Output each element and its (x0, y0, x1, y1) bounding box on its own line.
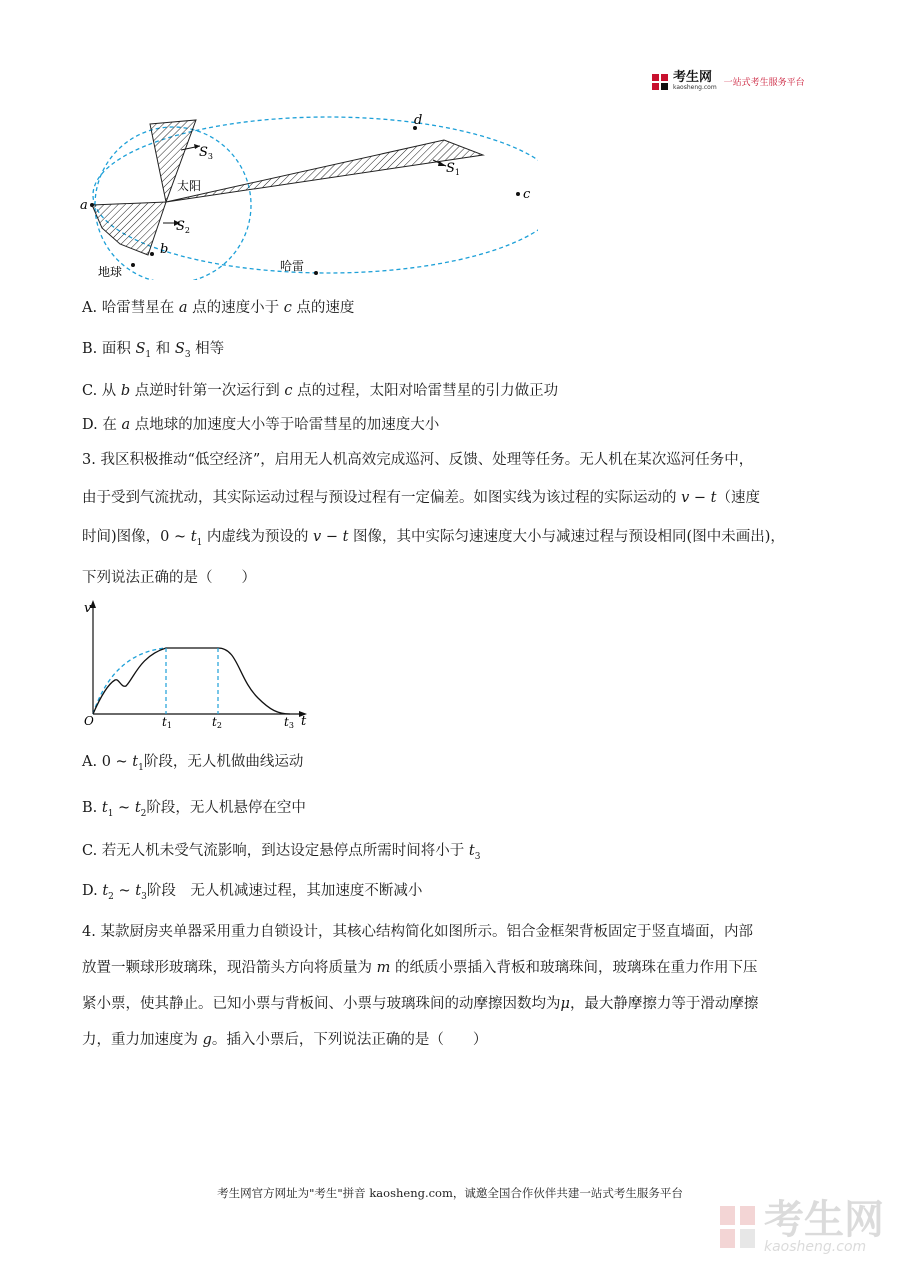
vt-graph (78, 598, 318, 733)
q3-stem-line2: 由于受到气流扰动，其实际运动过程与预设过程有一定偏差。如图实线为该过程的实际运动的 v − t（速度 (82, 490, 760, 506)
label-a: a (80, 198, 88, 213)
q4-stem-line2: 放置一颗球形玻璃珠，现沿箭头方向将质量为 m 的纸质小票插入背板和玻璃珠间，玻璃珠在重力作用下压 (82, 960, 758, 976)
label-t1: t1 (162, 715, 172, 730)
q3-stem-line3: 时间)图像，0 ~ $t_1$ 内虚线为预设的 v − t 图像，其中实际匀速速度大小与减速过程与预设相同(图中未画出)， (82, 529, 785, 548)
footer-text: 考生网官方网址为"考生"拼音 kaosheng.com，诚邀全国合作伙伴共建一站式考生服务平台 (217, 1186, 683, 1200)
label-s1: $S_1$ (446, 161, 460, 177)
label-s3: $S_3$ (199, 145, 213, 161)
watermark-logo-icon (718, 1204, 758, 1250)
header-logo (651, 72, 805, 91)
point-a (90, 203, 94, 207)
watermark (718, 1197, 884, 1255)
q2-option-a: A. 哈雷彗星在 a 点的速度小于 c 点的速度 (82, 300, 355, 316)
watermark-domain: kaosheng.com (764, 1239, 867, 1255)
logo-name: 考生网 (673, 70, 713, 85)
label-t2: t2 (212, 715, 222, 730)
label-sun: 太阳 (177, 179, 202, 193)
label-t: t (301, 714, 307, 729)
kaosheng-logo-icon (651, 73, 669, 91)
area-s2 (92, 202, 169, 257)
q4-stem-line1: 4. 某款厨房夹单器采用重力自锁设计，其核心结构简化如图所示。铝合金框架背板固定于竖直墙面，内部 (82, 924, 753, 940)
point-b (150, 252, 154, 256)
q2-option-b: B. 面积 $S_1$ 和 $S_3$ 相等 (82, 341, 225, 360)
label-t3: t3 (284, 715, 294, 730)
area-s1 (166, 140, 483, 202)
point-halley (314, 271, 318, 275)
q3-option-c: C. 若无人机未受气流影响，到达设定悬停点所需时间将小于 $t_3$ (82, 843, 481, 862)
q3-option-d: D. $t_2$ ~ $t_3$阶段 无人机减速过程，其加速度不断减小 (82, 883, 423, 902)
q4-stem-line4: 力，重力加速度为 g。插入小票后，下列说法正确的是（ ） (82, 1032, 488, 1048)
q3-stem-line4: 下列说法正确的是（ ） (82, 570, 256, 586)
label-d: d (414, 113, 423, 128)
q3-option-a: A. 0 ~ $t_1$阶段，无人机做曲线运动 (82, 754, 304, 773)
logo-domain: kaosheng.com (673, 84, 717, 91)
watermark-name: 考生网 (764, 1197, 884, 1243)
orbit-figure (78, 110, 538, 280)
q2-option-d: D. 在 a 点地球的加速度大小等于哈雷彗星的加速度大小 (82, 417, 440, 433)
q3-stem-line1: 3. 我区积极推动“低空经济”，启用无人机高效完成巡河、反馈、处理等任务。无人机在某次巡河任务中， (82, 452, 754, 468)
label-earth: 地球 (98, 265, 123, 279)
label-v: v (84, 601, 92, 616)
label-b: b (160, 242, 169, 257)
label-origin: O (84, 714, 94, 728)
q3-option-b: B. $t_1$ ~ $t_2$阶段，无人机悬停在空中 (82, 800, 306, 819)
q2-option-c: C. 从 b 点逆时针第一次运行到 c 点的过程，太阳对哈雷彗星的引力做正功 (82, 383, 559, 399)
q4-stem-line3: 紧小票，使其静止。已知小票与背板间、小票与玻璃珠间的动摩擦因数均为μ，最大静摩擦力等于滑动摩擦 (82, 996, 759, 1012)
actual-curve (93, 648, 290, 714)
logo-slogan: 一站式考生服务平台 (723, 78, 805, 88)
label-c: c (523, 187, 531, 202)
label-halley: 哈雷 (280, 259, 305, 273)
label-s2: $S_2$ (176, 219, 190, 235)
point-c (516, 192, 520, 196)
point-earth (131, 263, 135, 267)
